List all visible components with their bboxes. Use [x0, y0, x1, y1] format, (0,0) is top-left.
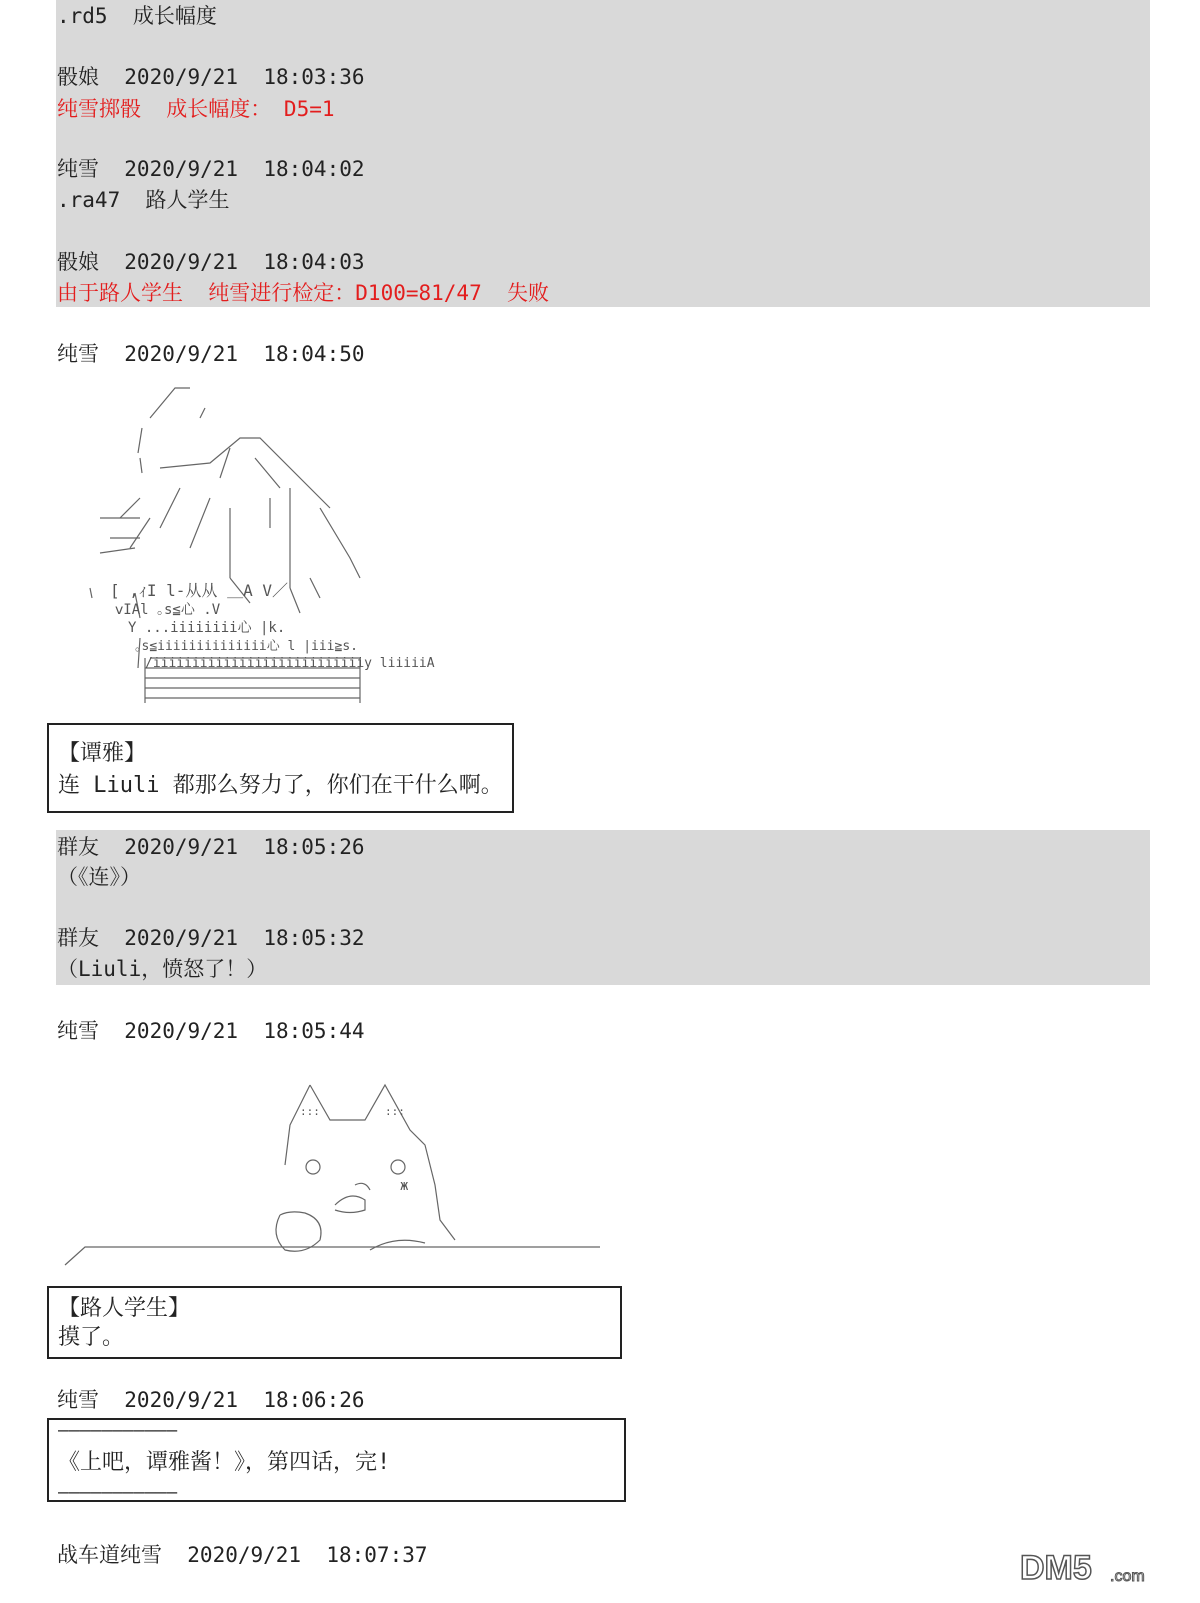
log-line: .rd5 成长幅度 [57, 4, 217, 28]
dialog-box-tanya [47, 723, 514, 813]
dialog-box-student [47, 1286, 622, 1359]
log-header: 群友 2020/9/21 18:05:26 [57, 835, 365, 859]
svg-text:｡s≦iiiiiiiiiiiiii心 l |iii≧s.: ｡s≦iiiiiiiiiiiiii心 l |iii≧s. [135, 639, 358, 654]
log-line: .ra47 路人学生 [57, 188, 230, 212]
ending-text: 《上吧，谭雅酱！》，第四话，完! [58, 1450, 391, 1475]
log-header: 纯雪 2020/9/21 18:04:02 [57, 157, 365, 181]
dialog-speaker: 【路人学生】 [58, 1296, 191, 1321]
watermark-logo [1020, 1547, 1170, 1591]
dashes-bottom: ——————————— [58, 1482, 178, 1503]
dice-result: 纯雪掷骰 成长幅度： D5=1 [57, 97, 335, 121]
svg-text:ж: ж [400, 1178, 409, 1194]
log-header: 群友 2020/9/21 18:05:32 [57, 926, 365, 950]
log-line: （Liuli，愤怒了！） [57, 957, 268, 981]
dialog-box-ending [47, 1418, 626, 1502]
ascii-art-character [80, 378, 435, 708]
log-header: 骰娘 2020/9/21 18:03:36 [57, 65, 365, 89]
dashes-top: ——————————— [58, 1420, 178, 1441]
watermark-icon [1020, 1547, 1170, 1587]
log-header: 战车道纯雪 2020/9/21 18:07:37 [57, 1543, 428, 1567]
log-line: （《连》） [57, 865, 141, 889]
log-header: 纯雪 2020/9/21 18:04:50 [57, 342, 365, 366]
ascii-art-cat [65, 1075, 605, 1275]
svg-text:ⅴIAl ｡s≦心 .V: ⅴIAl ｡s≦心 .V [115, 602, 221, 618]
log-header: 纯雪 2020/9/21 18:05:44 [57, 1019, 365, 1043]
log-header: 纯雪 2020/9/21 18:06:26 [57, 1388, 365, 1412]
svg-text:Y ...iiiiiiii心 |k.: Y ...iiiiiiii心 |k. [128, 620, 286, 636]
svg-text:.com: .com [1110, 1568, 1145, 1585]
dialog-text: 摸了。 [58, 1325, 125, 1350]
dialog-speaker: 【谭雅】 [58, 741, 147, 766]
dice-result: 由于路人学生 纯雪进行检定：D100=81/47 失败 [57, 281, 550, 305]
svg-text::::: ::: [300, 1105, 320, 1118]
svg-text:/iiiiiiiiiiiiiiiiiiiiiiiiiiiy: /iiiiiiiiiiiiiiiiiiiiiiiiiiiy liiiiiA [145, 656, 435, 671]
log-header: 骰娘 2020/9/21 18:04:03 [57, 250, 365, 274]
svg-text:[ ,ｨI l‐从从 ＿A V／: [ ,ｨI l‐从从 ＿A V／ [110, 581, 288, 600]
svg-text:DM5: DM5 [1020, 1549, 1092, 1587]
dialog-text: 连 Liuli 都那么努力了，你们在干什么啊。 [58, 773, 503, 798]
svg-text::::: ::: [385, 1105, 405, 1118]
